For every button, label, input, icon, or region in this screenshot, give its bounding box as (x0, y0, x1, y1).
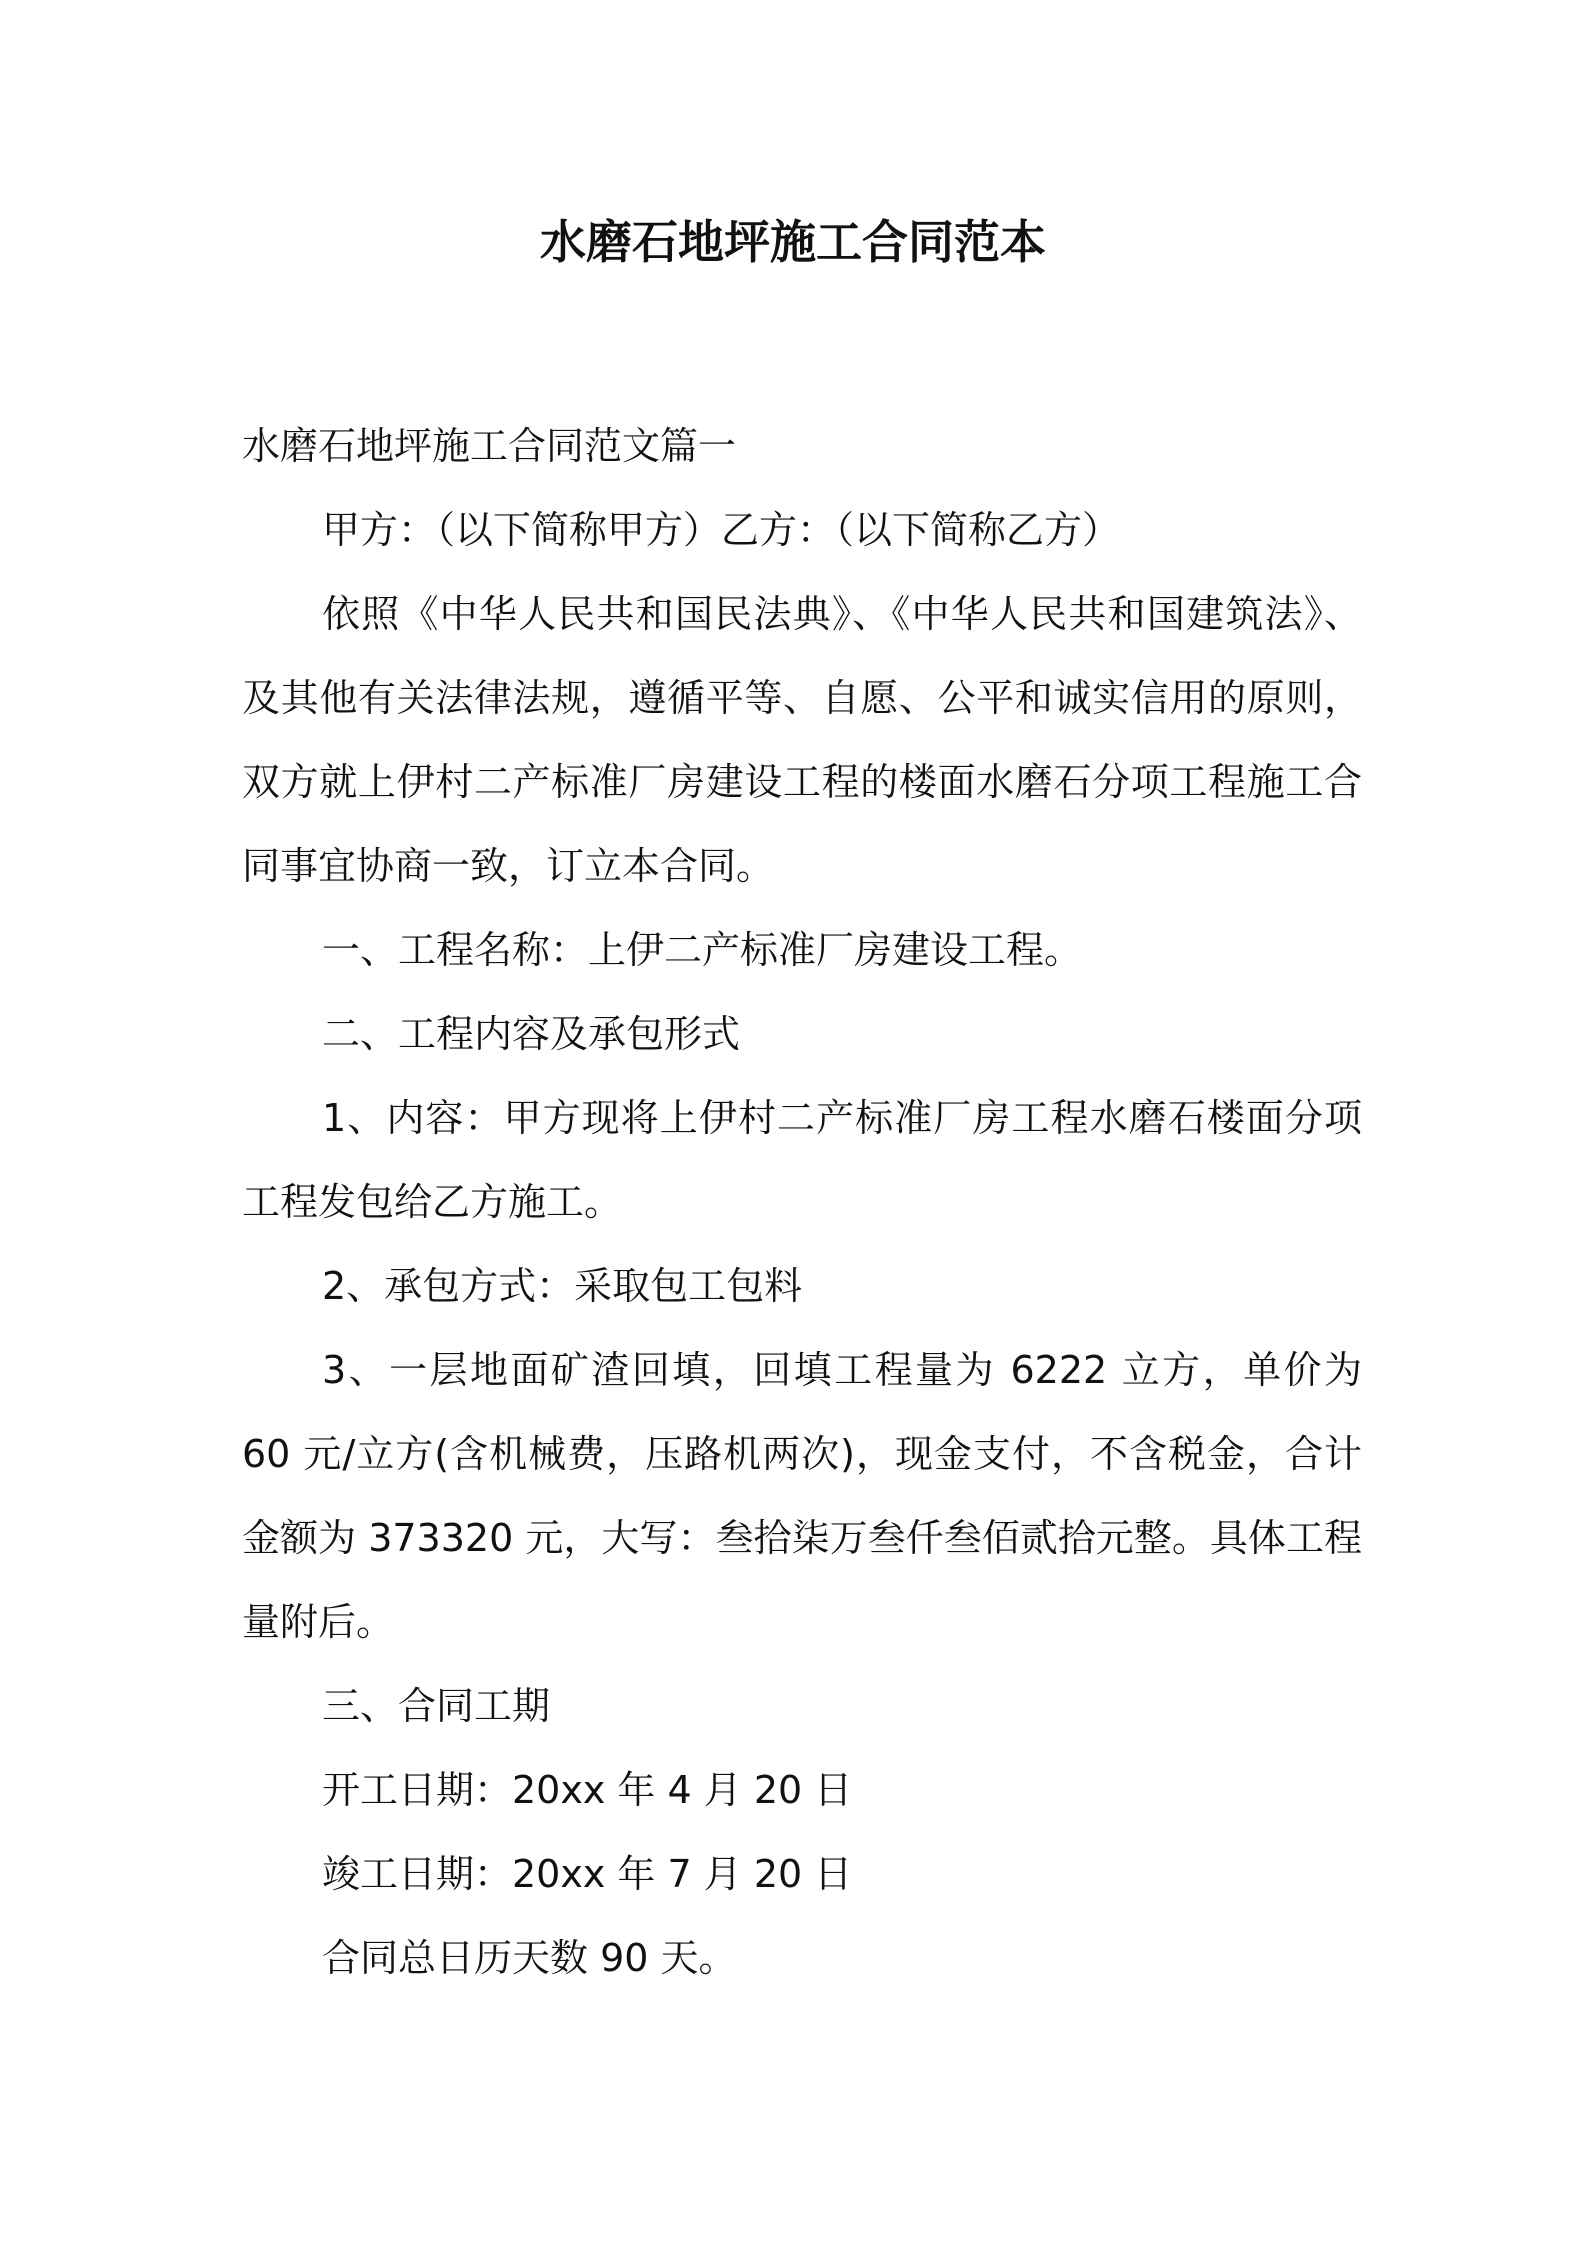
total-days-line: 合同总日历天数 90 天。 (322, 1936, 737, 1980)
parties-line: 甲方：（以下简称甲方）乙方：（以下简称乙方） (322, 508, 1121, 552)
document-body (242, 404, 1362, 2000)
section-heading: 水磨石地坪施工合同范文篇一 (242, 424, 737, 468)
clause-heading-content: 二、工程内容及承包形式 (322, 1012, 741, 1056)
clause-backfill: 3、一层地面矿渣回填，回填工程量为 6222 立方，单价为 60 元/立方(含机械费，压路机两次)，现金支付，不含税金，合计金额为 373320 元，大写：叁拾柒万叁仟叁佰贰拾元整。具体工程量附后。 (242, 1348, 1362, 1644)
clause-contract-method: 2、承包方式：采取包工包料 (322, 1264, 803, 1308)
clause-content: 1、内容：甲方现将上伊村二产标准厂房工程水磨石楼面分项工程发包给乙方施工。 (242, 1096, 1362, 1224)
preamble-paragraph: 依照《中华人民共和国民法典》、《中华人民共和国建筑法》、及其他有关法律法规，遵循平等、自愿、公平和诚实信用的原则，双方就上伊村二产标准厂房建设工程的楼面水磨石分项工程施工合同事宜协商一致，订立本合同。 (242, 592, 1362, 888)
start-date-line: 开工日期：20xx 年 4 月 20 日 (322, 1768, 853, 1812)
clause-heading-period: 三、合同工期 (322, 1684, 551, 1728)
clause-project-name: 一、工程名称：上伊二产标准厂房建设工程。 (322, 928, 1083, 972)
completion-date-line: 竣工日期：20xx 年 7 月 20 日 (322, 1852, 853, 1896)
document-title: 水磨石地坪施工合同范本 (540, 215, 1046, 269)
